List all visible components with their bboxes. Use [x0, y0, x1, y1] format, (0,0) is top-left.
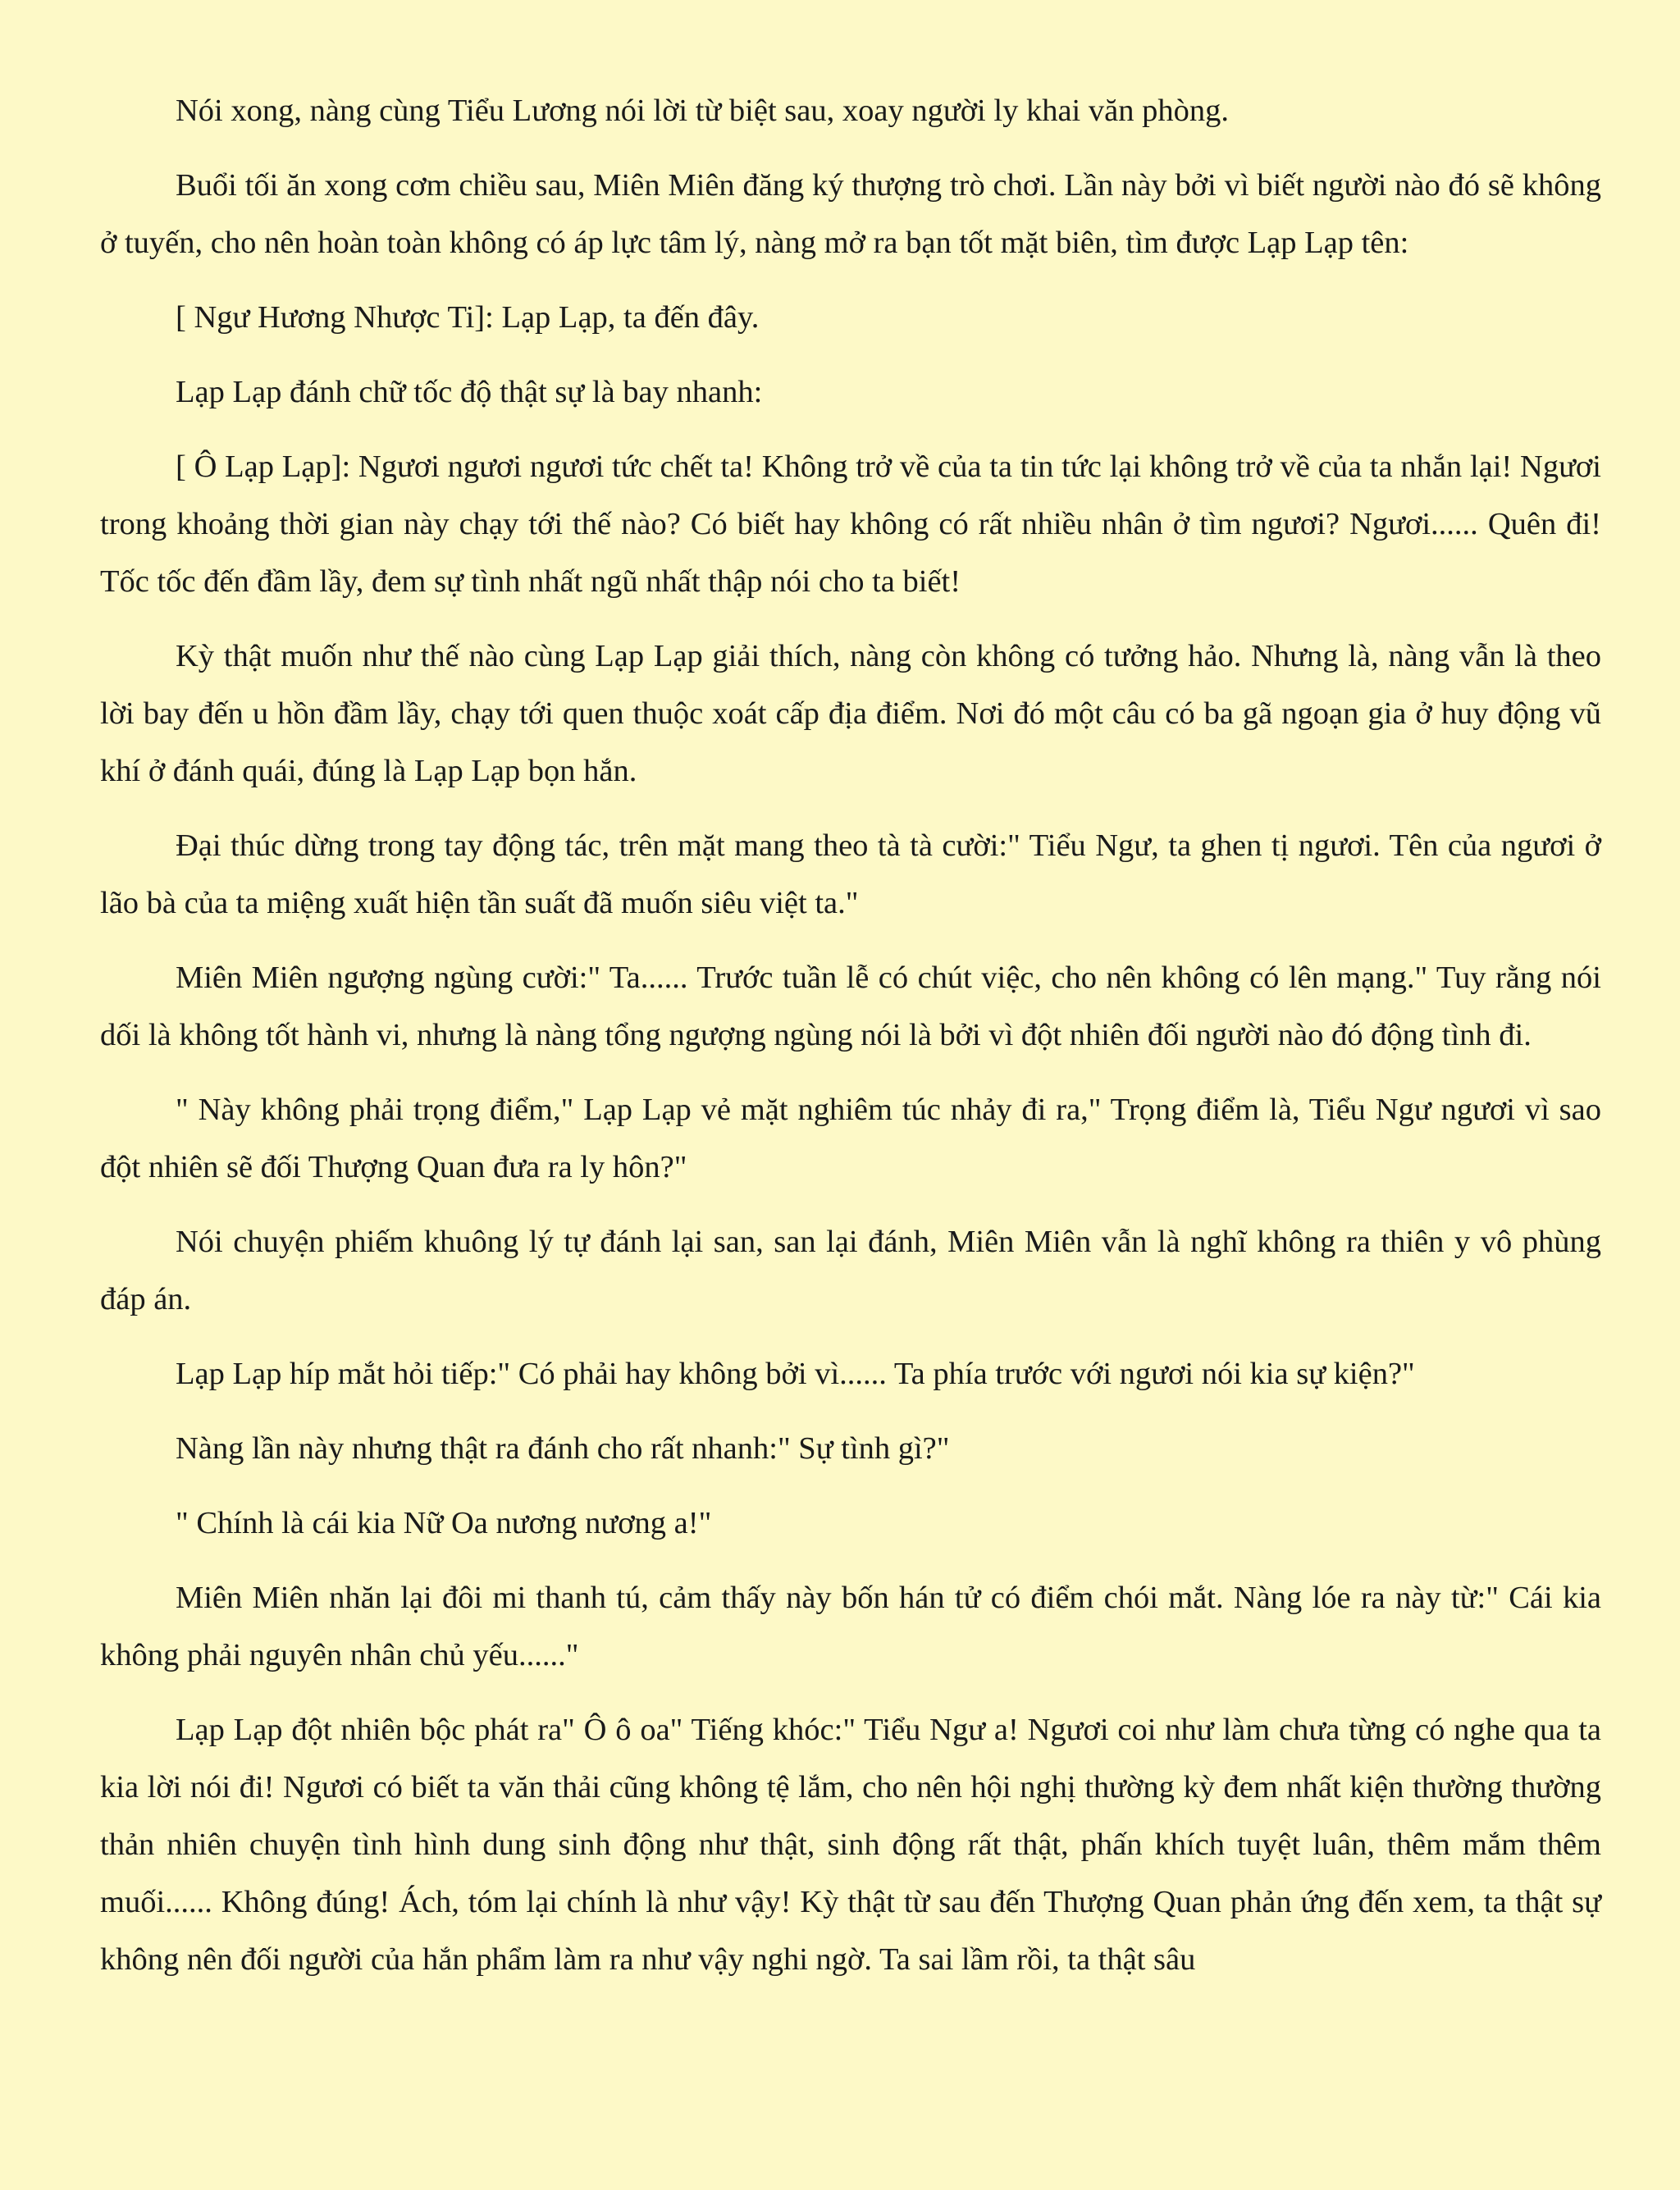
paragraph: Đại thúc dừng trong tay động tác, trên mặt mang theo tà tà cười:" Tiểu Ngư, ta ghen tị ngươi. Tên của ngươi ở lão bà của ta miệng xuất hiện tần suất đã muốn siêu việt ta." [100, 828, 1601, 920]
paragraph: Nói xong, nàng cùng Tiểu Lương nói lời từ biệt sau, xoay người ly khai văn phòng. [176, 94, 1229, 128]
paragraph: Lạp Lạp híp mắt hỏi tiếp:" Có phải hay không bởi vì...... Ta phía trước với ngươi nói kia sự kiện?" [176, 1357, 1415, 1391]
paragraph: Lạp Lạp đánh chữ tốc độ thật sự là bay nhanh: [176, 375, 763, 409]
paragraph: Miên Miên nhăn lại đôi mi thanh tú, cảm thấy này bốn hán tử có điểm chói mắt. Nàng lóe ra này từ:" Cái kia không phải nguyên nhân chủ yếu......" [100, 1581, 1601, 1672]
paragraph: " Này không phải trọng điểm," Lạp Lạp vẻ mặt nghiêm túc nhảy đi ra," Trọng điểm là, Tiểu Ngư ngươi vì sao đột nhiên sẽ đối Thượng Quan đưa ra ly hôn?" [100, 1093, 1601, 1184]
document-body [100, 82, 1601, 2005]
paragraph: Nói chuyện phiếm khuông lý tự đánh lại san, san lại đánh, Miên Miên vẫn là nghĩ không ra thiên y vô phùng đáp án. [100, 1225, 1601, 1316]
paragraph: " Chính là cái kia Nữ Oa nương nương a!" [176, 1506, 712, 1540]
paragraph: [ Ngư Hương Nhược Ti]: Lạp Lạp, ta đến đây. [176, 300, 760, 335]
paragraph: Miên Miên ngượng ngùng cười:" Ta...... Trước tuần lễ có chút việc, cho nên không có lên mạng." Tuy rằng nói dối là không tốt hành vi, nhưng là nàng tổng ngượng ngùng nói là bởi vì đột nhiên đối người nào đó động tình đi. [100, 960, 1601, 1052]
paragraph: Buổi tối ăn xong cơm chiều sau, Miên Miên đăng ký thượng trò chơi. Lần này bởi vì biết người nào đó sẽ không ở tuyến, cho nên hoàn toàn không có áp lực tâm lý, nàng mở ra bạn tốt mặt biên, tìm được Lạp Lạp tên: [100, 168, 1601, 260]
paragraph: Lạp Lạp đột nhiên bộc phát ra" Ô ô oa" Tiếng khóc:" Tiểu Ngư a! Ngươi coi như làm chưa từng có nghe qua ta kia lời nói đi! Ngươi có biết ta văn thải cũng không tệ lắm, cho nên hội nghị thường kỳ đem nhất kiện thường thường thản nhiên chuyện tình hình dung sinh động như thật, sinh động rất thật, phấn khích tuyệt luân, thêm mắm thêm muối...... Không đúng! Ách, tóm lại chính là như vậy! Kỳ thật từ sau đến Thượng Quan phản ứng đến xem, ta thật sự không nên đối người của hắn phẩm làm ra như vậy nghi ngờ. Ta sai lầm rồi, ta thật sâu [100, 1713, 1601, 1977]
paragraph: [ Ô Lạp Lạp]: Ngươi ngươi ngươi tức chết ta! Không trở về của ta tin tức lại không trở về của ta nhắn lại! Ngươi trong khoảng thời gian này chạy tới thế nào? Có biết hay không có rất nhiều nhân ở tìm ngươi? Ngươi...... Quên đi! Tốc tốc đến đầm lầy, đem sự tình nhất ngũ nhất thập nói cho ta biết! [100, 449, 1601, 599]
paragraph: Kỳ thật muốn như thế nào cùng Lạp Lạp giải thích, nàng còn không có tưởng hảo. Nhưng là, nàng vẫn là theo lời bay đến u hồn đầm lầy, chạy tới quen thuộc xoát cấp địa điểm. Nơi đó một câu có ba gã ngoạn gia ở huy động vũ khí ở đánh quái, đúng là Lạp Lạp bọn hắn. [100, 639, 1601, 788]
paragraph: Nàng lần này nhưng thật ra đánh cho rất nhanh:" Sự tình gì?" [176, 1431, 950, 1466]
